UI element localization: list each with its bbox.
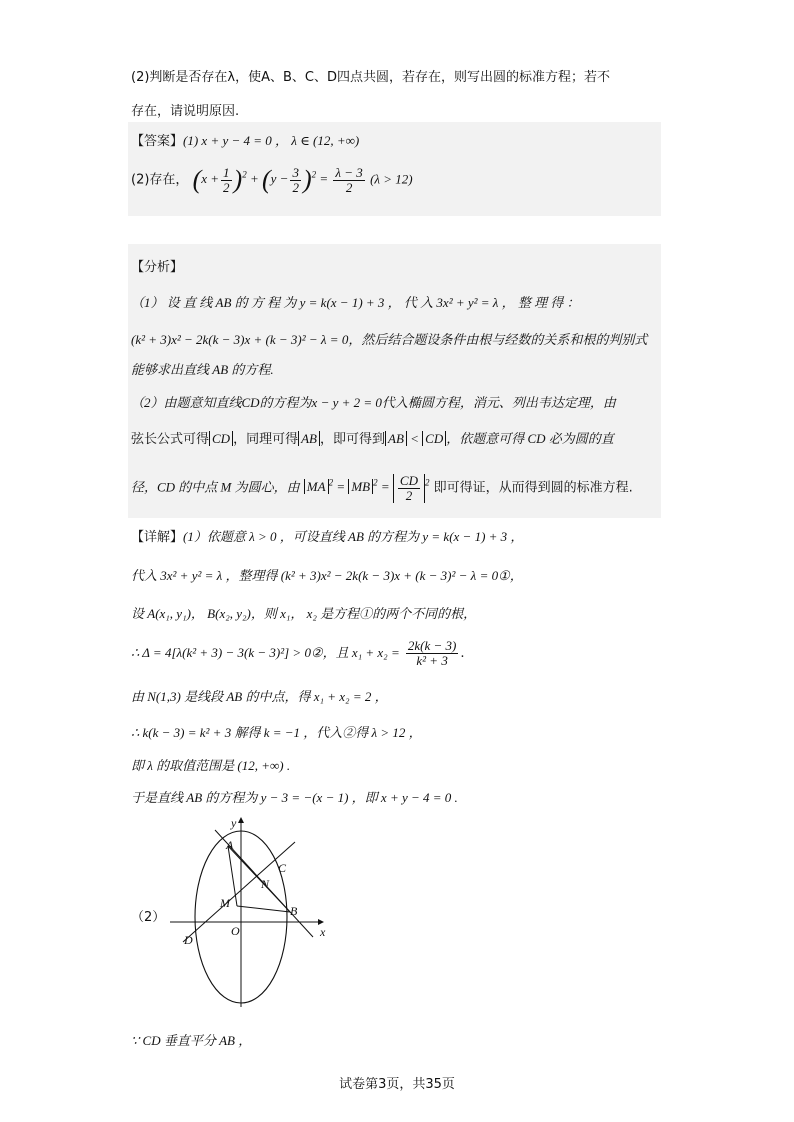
answer-line-2 [131, 166, 413, 195]
analysis-p1-line-2: (k² + 3)x² − 2k(k − 3)x + (k − 3)² − λ = 0，然后结合题设条件由根与经数的关系和根的判别式 [131, 332, 648, 347]
detail-line-8: 于是直线 AB 的方程为 y − 3 = −(x − 1) ，即 x + y − 4 = 0 . [131, 790, 458, 805]
detail-line-4: ∴ Δ = 4[λ(k² + 3) − 3(k − 3)²] > 0②，且 x₁ + x₂ = $\frac{2k(k - 3)}{\text{k² + 3}}$ . [131, 638, 465, 668]
ellipse-figure [165, 812, 340, 1017]
answer-1: (1) x + y − 4 = 0 ， λ ∈ (12, +∞) [183, 133, 360, 148]
detail-line-1: 【详解】(1）依题意 λ > 0 ，可设直线 AB 的方程为 y = k(x − 1) + 3 ， [131, 529, 524, 545]
answer-label: 【答案】 [131, 134, 184, 149]
analysis-p1-line-1: （1） 设 直 线 AB 的 方 程 为 y = k(x − 1) + 3 ， 代 入 3x² + y² = λ ， 整 理 得 ： [131, 295, 580, 310]
label-n: N [261, 877, 270, 891]
label-m: M [220, 896, 230, 910]
figure-label: （2） [131, 910, 166, 925]
label-c: C [278, 861, 287, 875]
detail-line-6: ∴ k(k − 3) = k² + 3 解得 k = −1 ，代入②得 λ > 12 ， [131, 725, 422, 740]
page-footer: 试卷第3页，共35页 [339, 1077, 455, 1092]
segment-ab [228, 846, 290, 912]
detail-label: 【详解】 [131, 530, 184, 545]
analysis-p2-line-3: 径，CD 的中点 M 为圆心，由 MA $^2$ = MB $^2$ = $\frac{CD}{2}$ $^2$ 即可得证，从而得到圆的标准方程. [131, 473, 633, 503]
answer-line-1 [131, 130, 359, 149]
analysis-label: 【分析】 [131, 260, 184, 275]
label-y: y [231, 816, 237, 830]
label-x: x [320, 925, 326, 939]
answer-2-condition: (λ > 12) [370, 171, 413, 187]
label-o: O [231, 924, 240, 938]
label-b: B [290, 904, 298, 918]
detail-line-3: 设 A(x₁, y₁)， B(x₂, y₂)，则 x₁， x₂ 是方程①的两个不同的根， [131, 606, 477, 621]
answer-2-prefix: (2)存在， [131, 172, 189, 188]
detail-line-2: 代入 3x² + y² = λ ，整理得 (k² + 3)x² − 2k(k − 3)x + (k − 3)² − λ = 0①， [131, 568, 523, 583]
circle-equation: (x + $\frac{1}{2}$ )$^2$ + (y − $\frac{3}{2}$ )$^2$ = $\frac{\lambda - 3}{2}$ [192, 165, 363, 195]
detail-line-5: 由 N(1,3) 是线段 AB 的中点，得 x₁ + x₂ = 2 ， [131, 689, 388, 704]
label-d: D [184, 933, 193, 947]
detail-line-7: 即 λ 的取值范围是 (12, +∞) . [131, 758, 291, 773]
segment-mb [237, 906, 290, 912]
analysis-p1-line-3: 能够求出直线 AB 的方程. [131, 362, 274, 377]
analysis-p2-line-1: （2）由题意知直线CD的方程为x − y + 2 = 0代入椭圆方程，消元、列出韦达定理，由 [131, 395, 616, 410]
analysis-p2-line-2: 弦长公式可得 CD ，同理可得 AB ，即可得到 AB < CD ，依题意可得 CD 必为圆的直 [131, 431, 614, 447]
detail-line-9: ∵ CD 垂直平分 AB ， [131, 1033, 252, 1048]
label-a: A [226, 838, 234, 852]
question-2-line-1: (2)判断是否存在λ，使A、B、C、D四点共圆，若存在，则写出圆的标准方程；若不 [131, 70, 611, 85]
question-2-line-2: 存在，请说明原因. [131, 104, 240, 119]
